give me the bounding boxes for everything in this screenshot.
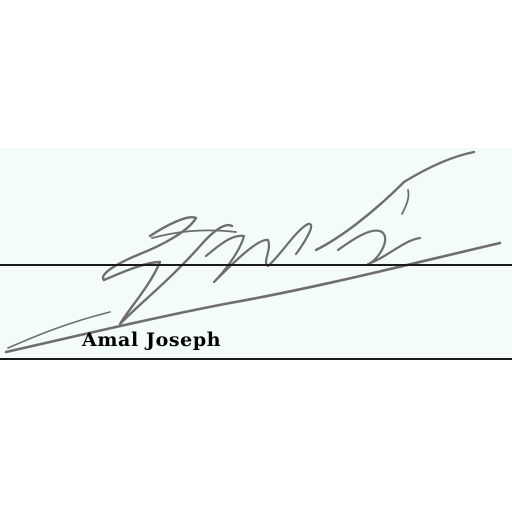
signature-line bbox=[0, 264, 512, 266]
name-line bbox=[0, 358, 512, 360]
signature-middle-loops bbox=[206, 224, 311, 282]
signature-final-loop bbox=[338, 231, 420, 264]
signature-tail bbox=[402, 190, 409, 214]
signature-tall-stroke bbox=[316, 152, 474, 250]
signer-name: Amal Joseph bbox=[82, 329, 222, 351]
signature-cross-stroke bbox=[152, 230, 236, 238]
signature-underline-stroke bbox=[6, 243, 500, 352]
signature-first-letter bbox=[103, 217, 232, 324]
